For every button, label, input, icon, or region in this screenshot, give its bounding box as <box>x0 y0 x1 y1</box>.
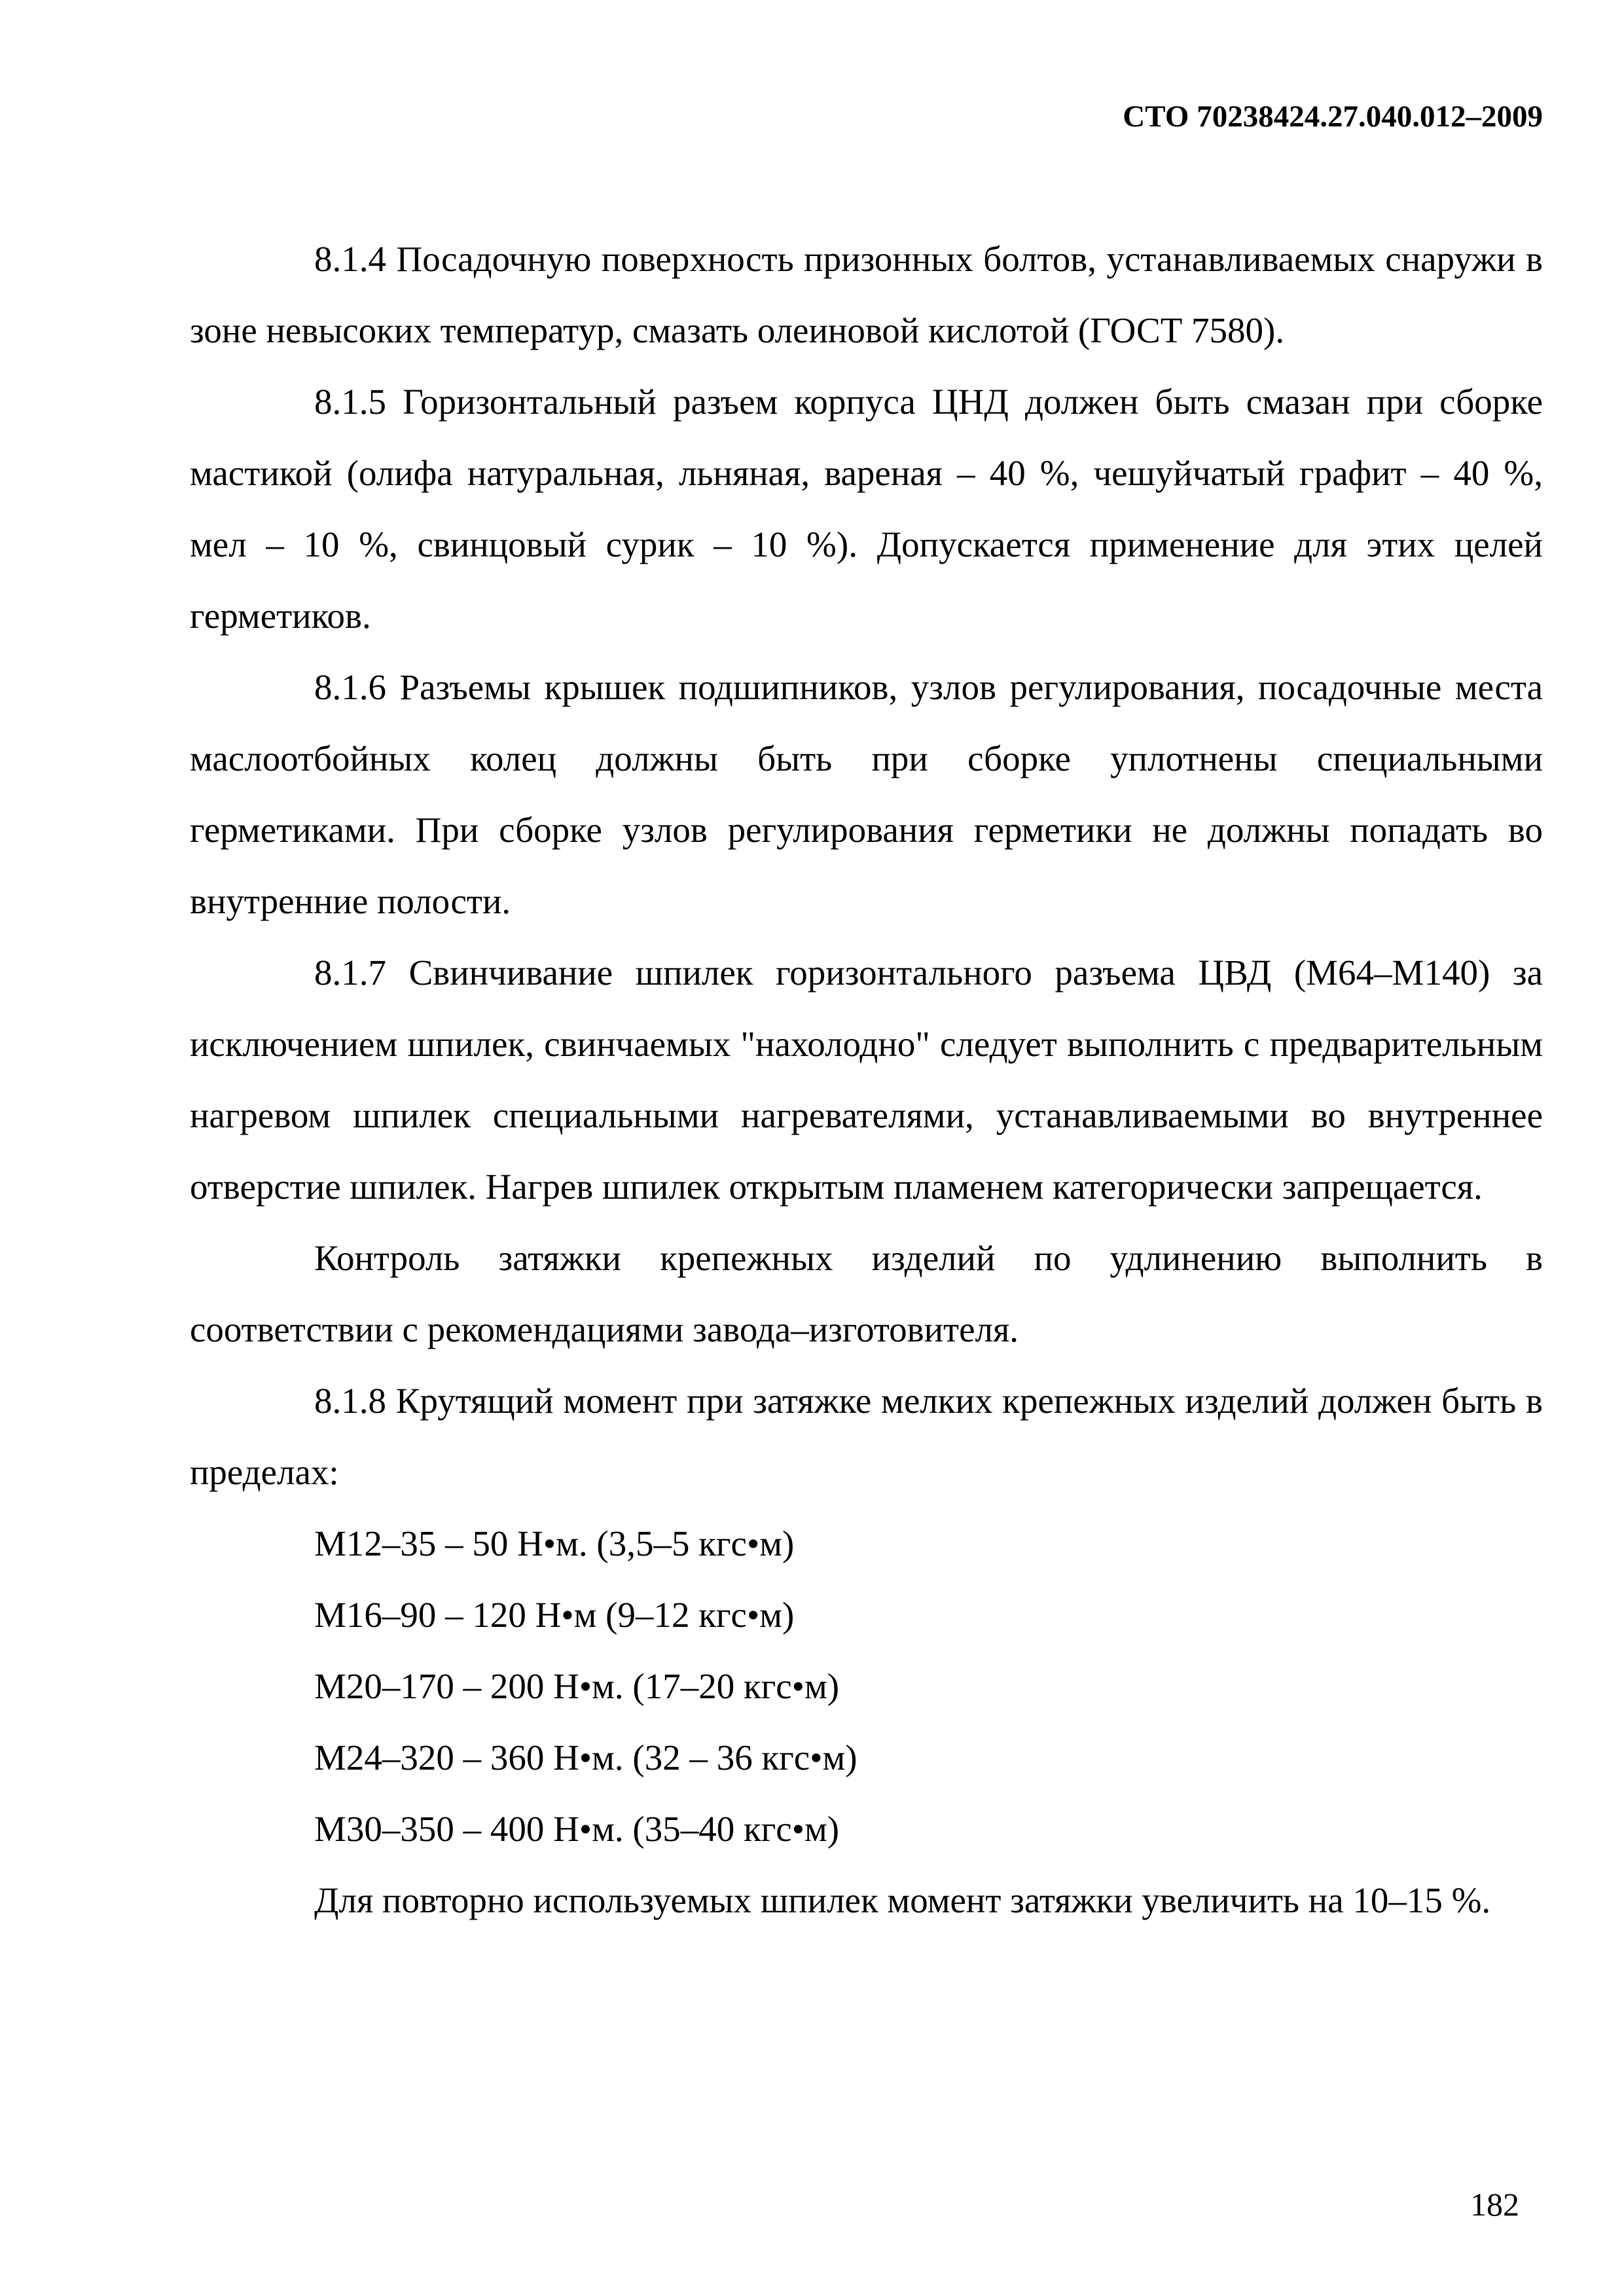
paragraph-8-1-6: 8.1.6 Разъемы крышек подшипников, узлов регулирования, посадочные места маслоотбойных колец должны быть при сборке уплотнены специальными герметиками. При сборке узлов регулирования герметики не должны попадать во внутренние полости. <box>190 667 1543 922</box>
paragraph-tightening-control: Контроль затяжки крепежных изделий по удлинению выполнить в соответствии с рекомендациями завода–изготовителя. <box>190 1238 1543 1350</box>
torque-item-m30: М30–350 – 400 Н•м. (35–40 кгс•м) <box>314 1809 840 1850</box>
paragraph-8-1-4: 8.1.4 Посадочную поверхность призонных болтов, устанавливаемых снаружи в зоне невысоких температур, смазать олеиновой кислотой (ГОСТ 7580). <box>190 239 1543 351</box>
paragraph-8-1-5: 8.1.5 Горизонтальный разъем корпуса ЦНД должен быть смазан при сборке мастикой (олифа натуральная, льняная, вареная – 40 %, чешуйчатый графит – 40 %, мел – 10 %, свинцовый сурик – 10 %). Допускается применение для этих целей герметиков. <box>190 382 1543 636</box>
paragraph-reused-studs: Для повторно используемых шпилек момент затяжки увеличить на 10–15 %. <box>314 1880 1491 1921</box>
document-body <box>190 223 1543 1936</box>
page-number: 182 <box>1470 2186 1519 2223</box>
paragraph-8-1-8: 8.1.8 Крутящий момент при затяжке мелких крепежных изделий должен быть в пределах: <box>190 1381 1543 1493</box>
paragraph-8-1-7: 8.1.7 Свинчивание шпилек горизонтального разъема ЦВД (М64–М140) за исключением шпилек, свинчаемых "нахолодно" следует выполнить с предварительным нагревом шпилек специальными нагревателями, устанавливаемыми во внутреннее отверстие шпилек. Нагрев шпилек открытым пламенем категорически запрещается. <box>190 953 1543 1207</box>
torque-item-m20: М20–170 – 200 Н•м. (17–20 кгс•м) <box>314 1666 840 1707</box>
torque-item-m24: М24–320 – 360 Н•м. (32 – 36 кгс•м) <box>314 1738 857 1778</box>
torque-values-list <box>190 1508 1543 1865</box>
torque-item-m12: М12–35 – 50 Н•м. (3,5–5 кгс•м) <box>314 1523 795 1564</box>
torque-item-m16: М16–90 – 120 Н•м (9–12 кгс•м) <box>314 1595 795 1635</box>
standard-code-header: СТО 70238424.27.040.012–2009 <box>1123 100 1543 134</box>
